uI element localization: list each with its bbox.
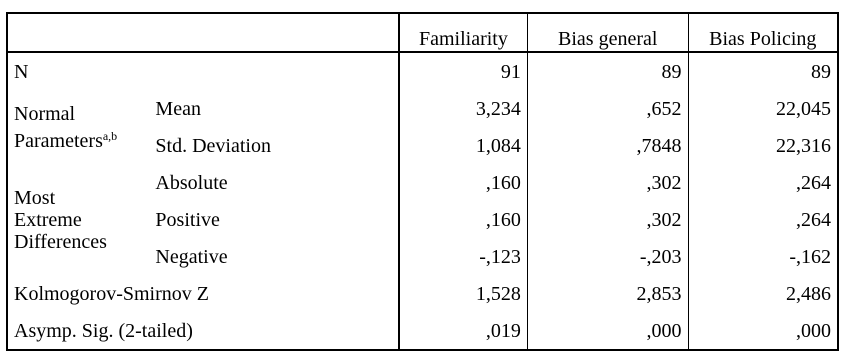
cell-mean-familiarity: 3,234 <box>399 90 528 127</box>
cell-std-bias-policing: 22,316 <box>688 127 838 164</box>
table-row-ks-z <box>7 275 838 312</box>
group-label-extreme-line3: Differences <box>14 230 107 253</box>
header-row <box>7 13 838 52</box>
footnote-marker: a,b <box>102 128 118 143</box>
cell-n-familiarity: 91 <box>399 52 528 90</box>
cell-negative-bias-policing: -,162 <box>688 238 838 275</box>
cell-sig-bias-general: ,000 <box>527 312 688 350</box>
cell-positive-bias-general: ,302 <box>527 201 688 238</box>
row-label-ks-z: Kolmogorov-Smirnov Z <box>7 275 399 312</box>
cell-ks-familiarity: 1,528 <box>399 275 528 312</box>
table-row-asymp-sig <box>7 312 838 350</box>
row-label-asymp-sig: Asymp. Sig. (2-tailed) <box>7 312 399 350</box>
cell-n-bias-general: 89 <box>527 52 688 90</box>
row-label-negative: Negative <box>149 238 399 275</box>
cell-ks-bias-general: 2,853 <box>527 275 688 312</box>
row-label-mean: Mean <box>149 90 399 127</box>
cell-mean-bias-general: ,652 <box>527 90 688 127</box>
group-label-extreme-line1: Most <box>14 186 56 209</box>
group-label-normal-line2: Parameters <box>14 129 103 152</box>
column-header-bias-policing: Bias Policing <box>688 13 838 52</box>
cell-absolute-bias-general: ,302 <box>527 164 688 201</box>
row-label-n: N <box>7 52 399 90</box>
group-label-most-extreme-differences <box>7 164 149 275</box>
table-row-absolute <box>7 164 838 201</box>
cell-absolute-bias-policing: ,264 <box>688 164 838 201</box>
column-header-bias-general: Bias general <box>527 13 688 52</box>
group-label-extreme-line2: Extreme <box>14 208 82 231</box>
cell-sig-familiarity: ,019 <box>399 312 528 350</box>
cell-negative-bias-general: -,203 <box>527 238 688 275</box>
cell-ks-bias-policing: 2,486 <box>688 275 838 312</box>
cell-absolute-familiarity: ,160 <box>399 164 528 201</box>
cell-positive-bias-policing: ,264 <box>688 201 838 238</box>
table-row-mean <box>7 90 838 127</box>
row-label-positive: Positive <box>149 201 399 238</box>
cell-n-bias-policing: 89 <box>688 52 838 90</box>
ks-test-table <box>6 12 839 351</box>
row-label-std-deviation: Std. Deviation <box>149 127 399 164</box>
row-label-absolute: Absolute <box>149 164 399 201</box>
cell-std-familiarity: 1,084 <box>399 127 528 164</box>
cell-std-bias-general: ,7848 <box>527 127 688 164</box>
cell-mean-bias-policing: 22,045 <box>688 90 838 127</box>
column-header-familiarity: Familiarity <box>399 13 528 52</box>
header-corner <box>7 13 399 52</box>
cell-negative-familiarity: -,123 <box>399 238 528 275</box>
group-label-normal-line1: Normal <box>14 102 76 125</box>
table-row-n <box>7 52 838 90</box>
cell-sig-bias-policing: ,000 <box>688 312 838 350</box>
group-label-normal-parameters <box>7 90 149 164</box>
cell-positive-familiarity: ,160 <box>399 201 528 238</box>
